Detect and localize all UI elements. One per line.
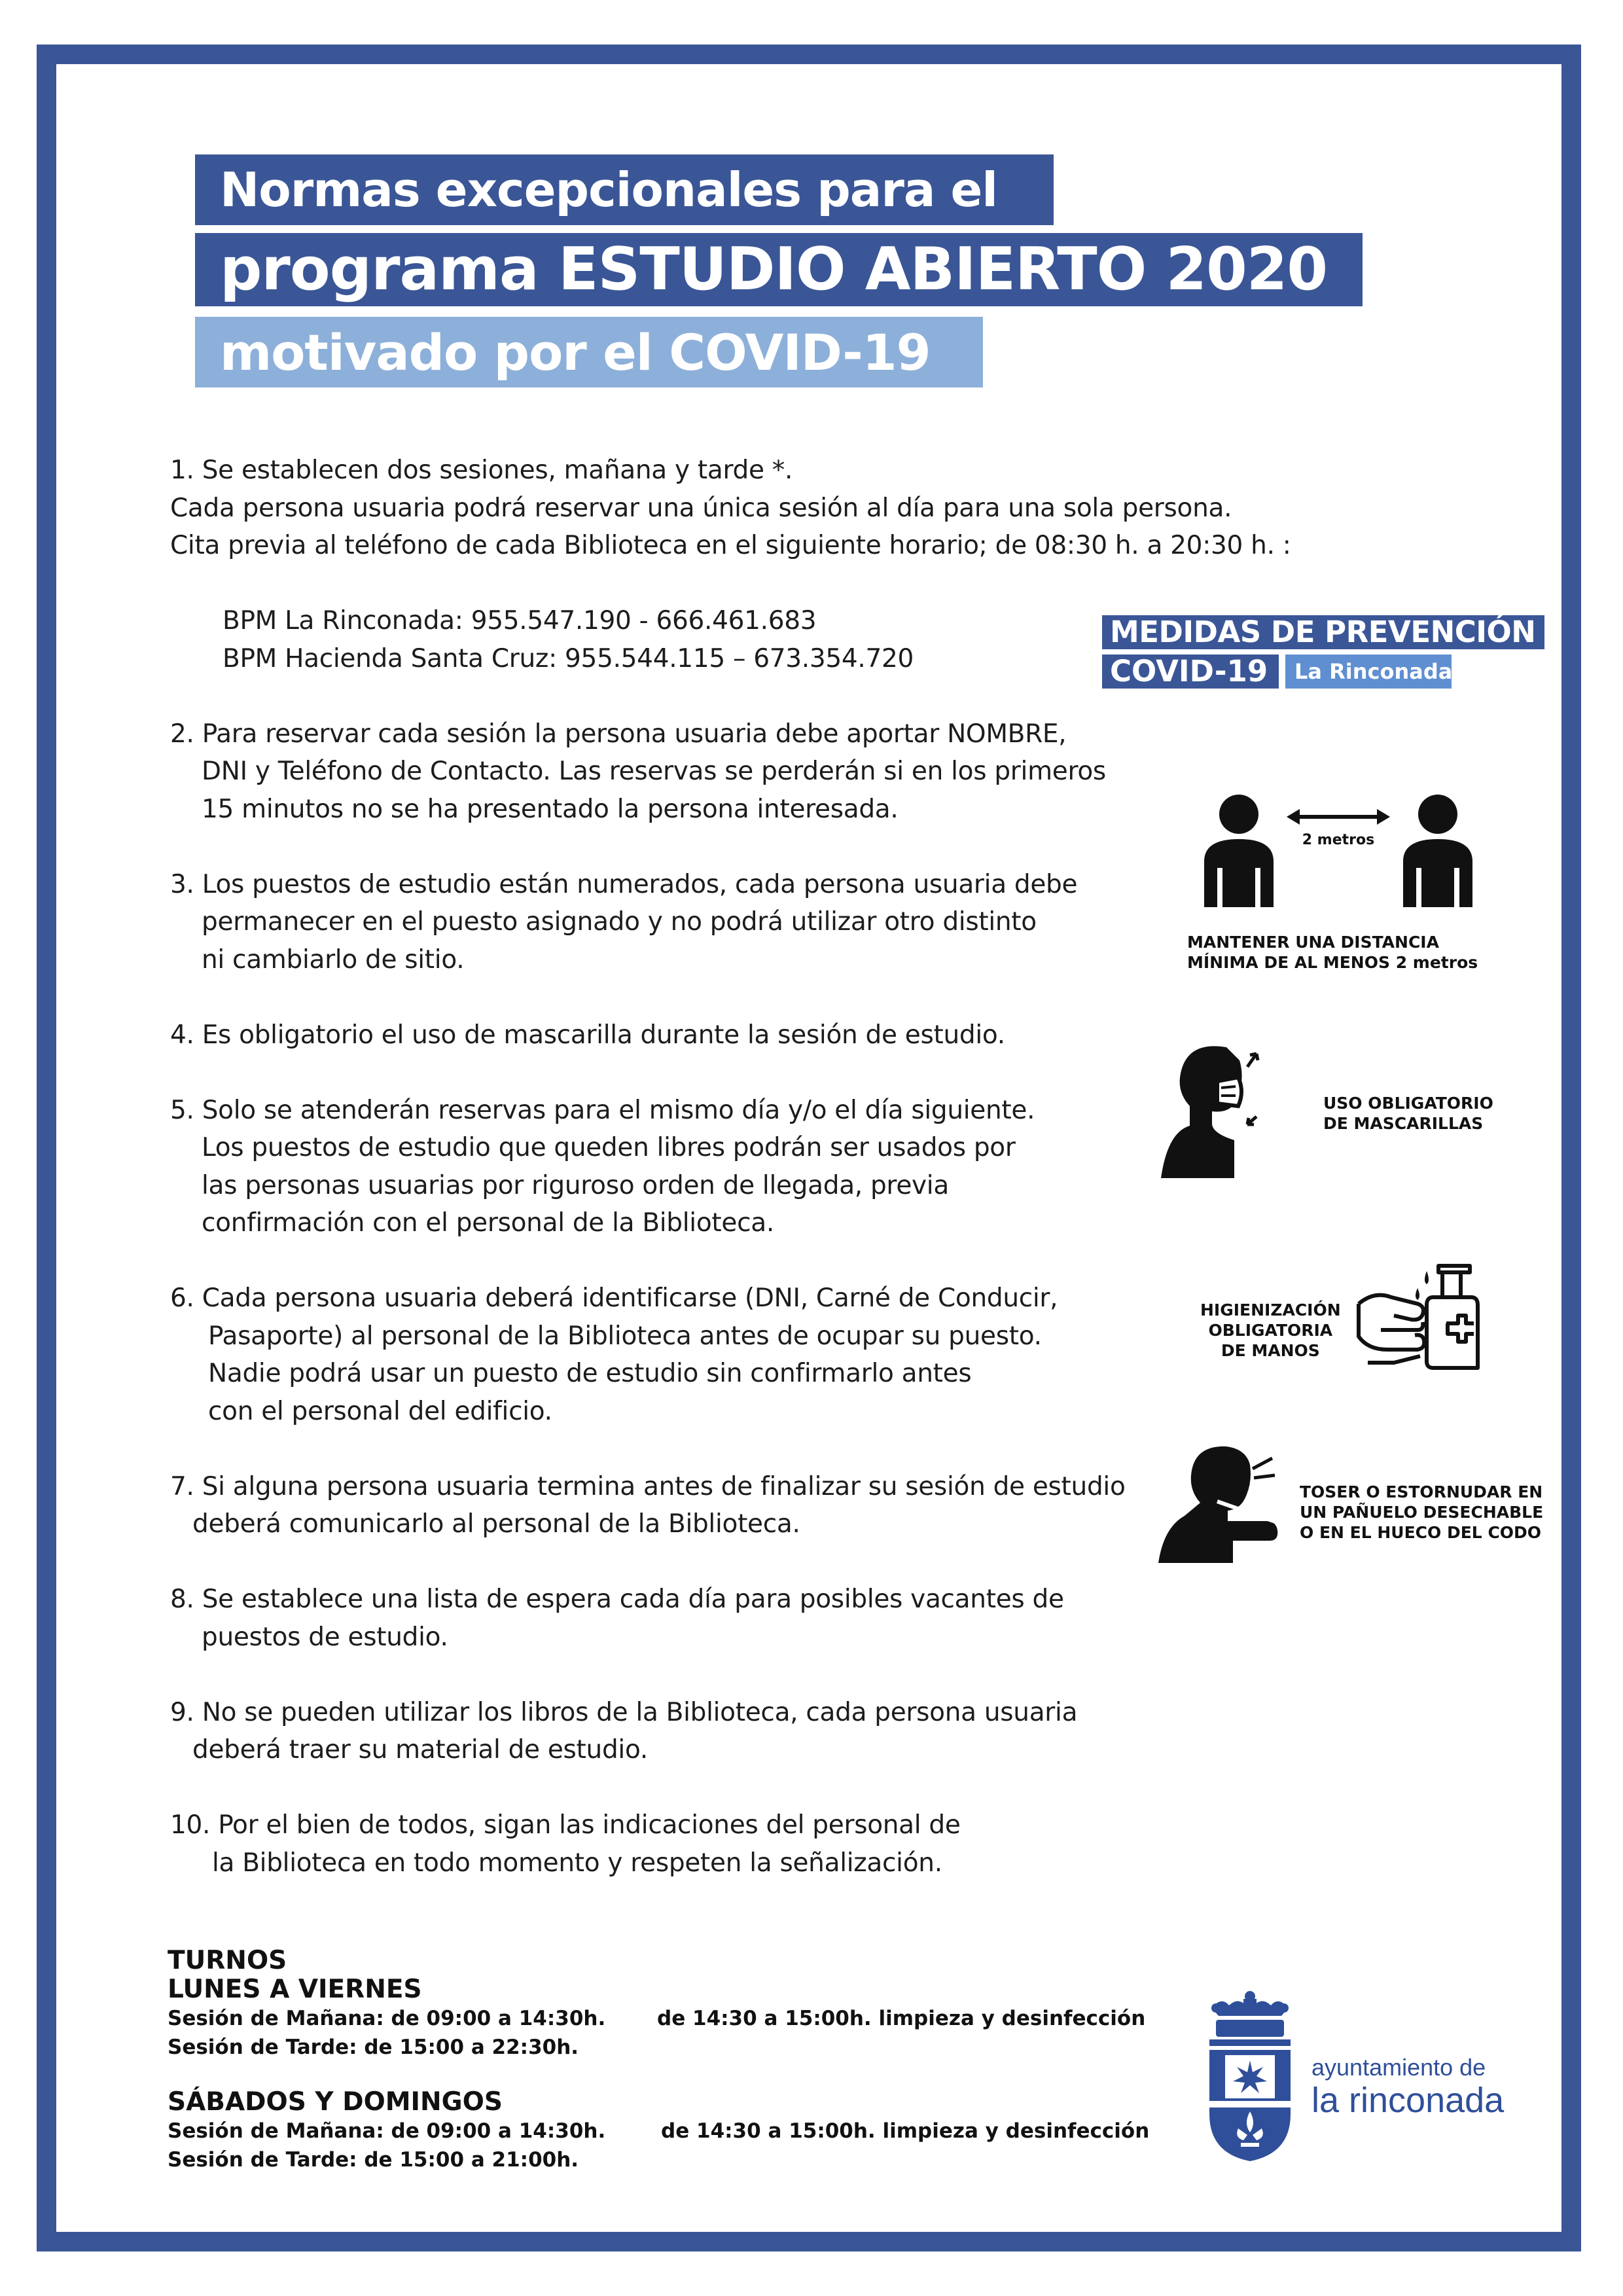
rule-line: Los puestos de estudio que queden libres podrán ser usados por <box>202 1133 1016 1162</box>
rule-line: 2. Para reservar cada sesión la persona usuaria debe aportar NOMBRE, <box>170 719 1067 749</box>
caption-line: MÍNIMA DE AL MENOS 2 metros <box>1187 953 1478 972</box>
weekday-morning: Sesión de Mañana: de 09:00 a 14:30h. <box>168 2007 606 2030</box>
schedule-section <box>168 1946 1150 2174</box>
weekday-heading: LUNES A VIERNES <box>168 1975 422 2004</box>
caption-line: UN PAÑUELO DESECHABLE <box>1300 1503 1544 1522</box>
schedule-heading: TURNOS <box>168 1946 287 1975</box>
weekday-afternoon: Sesión de Tarde: de 15:00 a 22:30h. <box>168 2036 579 2059</box>
weekend-afternoon-row <box>168 2145 605 2174</box>
cough-caption <box>1300 1482 1543 1543</box>
rule-line: confirmación con el personal de la Biblioteca. <box>202 1208 774 1238</box>
rule-line: Nadie podrá usar un puesto de estudio sin confirmarlo antes <box>208 1359 972 1388</box>
rule-line: permanecer en el puesto asignado y no podrá utilizar otro distinto <box>202 907 1037 937</box>
rule-line: 5. Solo se atenderán reservas para el mismo día y/o el día siguiente. <box>170 1095 1035 1125</box>
prevention-title-1: MEDIDAS DE PREVENCIÓN <box>1102 615 1544 649</box>
rule-line: 7. Si alguna persona usuaria termina antes de finalizar su sesión de estudio <box>170 1471 1126 1501</box>
distance-label: 2 metros <box>1302 832 1375 848</box>
logo-text <box>1311 2054 1504 2119</box>
rule-line: Cada persona usuaria podrá reservar una única sesión al día para una sola persona. <box>170 493 1232 523</box>
rule-line: Cita previa al teléfono de cada Biblioteca en el siguiente horario; de 08:30 h. a 20:30 h. : <box>170 531 1291 560</box>
rule-3 <box>170 866 1126 979</box>
coat-of-arms-icon <box>1204 1990 1296 2166</box>
rule-line: DNI y Teléfono de Contacto. Las reservas se perderán si en los primeros <box>202 757 1106 786</box>
rule-line: 6. Cada persona usuaria deberá identificarse (DNI, Carné de Conducir, <box>170 1283 1058 1313</box>
caption-line: OBLIGATORIA <box>1208 1321 1333 1340</box>
prevention-title-3: La Rinconada <box>1285 655 1452 689</box>
weekday-cleaning: de 14:30 a 15:00h. limpieza y desinfección <box>657 2007 1146 2030</box>
rule-line: la Biblioteca en todo momento y respeten la señalización. <box>212 1848 942 1878</box>
rule-4 <box>170 1016 1126 1054</box>
rule-2 <box>170 715 1126 829</box>
title-line-1: Normas excepcionales para el <box>195 154 1054 225</box>
weekend-cleaning: de 14:30 a 15:00h. limpieza y desinfección <box>661 2119 1150 2143</box>
rule-line: puestos de estudio. <box>202 1622 448 1652</box>
rule-line: Pasaporte) al personal de la Biblioteca antes de ocupar su puesto. <box>208 1321 1042 1351</box>
rule-line: ni cambiarlo de sitio. <box>202 944 465 975</box>
prevention-title-2: COVID-19 <box>1102 655 1279 689</box>
caption-line: HIGIENIZACIÓN <box>1200 1300 1341 1319</box>
rule-9 <box>170 1694 1126 1769</box>
weekday-morning-row <box>168 2004 1146 2033</box>
rule-line: 1. Se establecen dos sesiones, mañana y tarde *. <box>170 456 793 485</box>
rule-line: 15 minutos no se ha presentado la persona interesada. <box>202 794 899 824</box>
rule-line: con el personal del edificio. <box>208 1396 552 1426</box>
weekend-morning-row <box>168 2117 1150 2145</box>
phone-line-2: BPM Hacienda Santa Cruz: 955.544.115 – 673.354.720 <box>223 643 914 673</box>
title-line-3: motivado por el COVID-19 <box>195 317 983 387</box>
caption-line: O EN EL HUECO DEL CODO <box>1300 1523 1542 1542</box>
caption-line: TOSER O ESTORNUDAR EN <box>1300 1482 1543 1501</box>
rule-8 <box>170 1581 1126 1656</box>
rule-line: 3. Los puestos de estudio están numerados, cada persona usuaria debe <box>170 869 1078 899</box>
caption-line: MANTENER UNA DISTANCIA <box>1187 933 1439 952</box>
rule-7 <box>170 1468 1126 1543</box>
hand-sanitizer-icon <box>1355 1258 1486 1376</box>
logo-line-2: la rinconada <box>1311 2081 1505 2120</box>
mask-caption <box>1323 1093 1493 1134</box>
weekend-afternoon: Sesión de Tarde: de 15:00 a 21:00h. <box>168 2148 579 2172</box>
title-line-2: programa ESTUDIO ABIERTO 2020 <box>195 233 1363 306</box>
logo-line-1: ayuntamiento de <box>1311 2054 1486 2081</box>
distance-caption <box>1187 932 1478 973</box>
rule-line: deberá comunicarlo al personal de la Biblioteca. <box>192 1509 800 1539</box>
caption-line: USO OBLIGATORIO <box>1323 1094 1493 1113</box>
rule-line: 8. Se establece una lista de espera cada día para posibles vacantes de <box>170 1585 1064 1614</box>
caption-line: DE MASCARILLAS <box>1323 1114 1484 1133</box>
rule-10 <box>170 1806 1126 1882</box>
rule-line: las personas usuarias por riguroso orden de llegada, previa <box>202 1170 949 1200</box>
rule-6 <box>170 1280 1126 1430</box>
rule-5 <box>170 1092 1126 1242</box>
phone-line-1: BPM La Rinconada: 955.547.190 - 666.461.683 <box>223 606 817 636</box>
distance-icon <box>1185 789 1486 914</box>
hands-caption <box>1200 1300 1341 1361</box>
rule-line: 4. Es obligatorio el uso de mascarilla durante la sesión de estudio. <box>170 1020 1005 1050</box>
weekday-afternoon-row <box>168 2033 605 2062</box>
weekend-heading: SÁBADOS Y DOMINGOS <box>168 2087 503 2117</box>
cough-elbow-icon <box>1154 1443 1279 1567</box>
rule-line: 10. Por el bien de todos, sigan las indicaciones del personal de <box>170 1810 961 1840</box>
rule-line: 9. No se pueden utilizar los libros de la Biblioteca, cada persona usuaria <box>170 1697 1078 1727</box>
rule-line: deberá traer su material de estudio. <box>192 1735 648 1765</box>
caption-line: DE MANOS <box>1221 1341 1320 1360</box>
weekend-morning: Sesión de Mañana: de 09:00 a 14:30h. <box>168 2119 606 2143</box>
mask-icon <box>1161 1041 1266 1185</box>
